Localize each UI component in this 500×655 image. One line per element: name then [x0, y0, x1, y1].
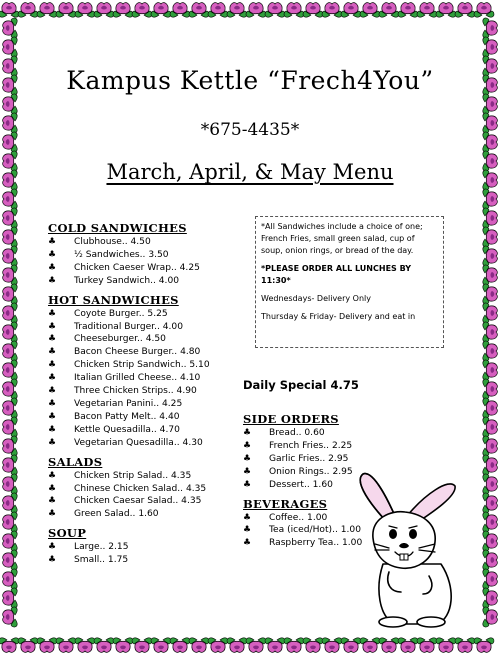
- rose-flower: [3, 208, 18, 228]
- menu-item-text: French Fries.. 2.25: [269, 440, 353, 451]
- club-bullet-icon: ♣: [243, 512, 252, 523]
- menu-list: [48, 236, 248, 288]
- rose-flower: [3, 493, 18, 513]
- menu-item: [48, 372, 248, 385]
- rose-flower: [3, 94, 18, 114]
- rose-flower: [3, 18, 18, 38]
- menu-item: [48, 275, 248, 288]
- section-heading: BEVERAGES: [243, 496, 328, 511]
- info-order-deadline: *PLEASE ORDER ALL LUNCHES BY 11:30*: [261, 264, 412, 285]
- rose-flower: [151, 3, 171, 18]
- rose-flower: [94, 638, 114, 653]
- info-box: [255, 216, 444, 348]
- rose-flower: [483, 493, 498, 513]
- rose-flower: [265, 3, 285, 18]
- menu-item-text: Large.. 2.15: [74, 542, 129, 553]
- rose-flower: [227, 638, 247, 653]
- rose-flower: [483, 398, 498, 418]
- rose-flower: [483, 550, 498, 570]
- rose-flower: [483, 588, 498, 608]
- menu-item: [48, 411, 248, 424]
- rose-flower: [483, 189, 498, 209]
- menu-item: [48, 333, 248, 346]
- rose-flower: [483, 37, 498, 57]
- club-bullet-icon: ♣: [48, 555, 57, 566]
- menu-item-text: Coyote Burger.. 5.25: [74, 308, 168, 319]
- club-bullet-icon: ♣: [243, 440, 252, 451]
- rose-flower: [455, 3, 475, 18]
- club-bullet-icon: ♣: [243, 453, 252, 464]
- rose-flower: [3, 360, 18, 380]
- rose-flower: [208, 3, 228, 18]
- menu-list: [48, 470, 248, 522]
- club-bullet-icon: ♣: [48, 321, 57, 332]
- menu-section: [48, 455, 248, 522]
- rose-flower: [436, 3, 456, 18]
- info-wednesday: Wednesdays- Delivery Only: [261, 294, 371, 303]
- menu-item-text: Coffee.. 1.00: [269, 512, 328, 523]
- menu-item-text: Bread.. 0.60: [269, 428, 325, 438]
- club-bullet-icon: ♣: [48, 411, 57, 422]
- info-thu-fri: Thursday & Friday- Delivery and eat in: [261, 312, 416, 321]
- club-bullet-icon: ♣: [48, 237, 57, 247]
- phone-number: *675-4435*: [200, 120, 300, 140]
- rose-flower: [483, 246, 498, 266]
- menu-item-text: Onion Rings.. 2.95: [269, 466, 353, 477]
- rose-flower: [483, 322, 498, 342]
- menu-item: [48, 321, 248, 334]
- rose-flower: [3, 398, 18, 418]
- rose-flower: [18, 638, 38, 653]
- rose-flower: [483, 18, 498, 38]
- rose-flower: [322, 3, 342, 18]
- menu-item: [48, 236, 248, 249]
- rose-flower: [3, 512, 18, 532]
- club-bullet-icon: ♣: [48, 334, 57, 345]
- menu-item-text: Bacon Patty Melt.. 4.40: [74, 411, 180, 422]
- page-title: Kampus Kettle “Frech4You”: [66, 66, 434, 95]
- rose-flower: [284, 3, 304, 18]
- rose-flower: [483, 341, 498, 361]
- menu-item: [48, 541, 248, 554]
- rose-flower: [189, 3, 209, 18]
- rose-flower: [3, 341, 18, 361]
- menu-item: [48, 359, 248, 372]
- rose-flower: [483, 607, 498, 627]
- club-bullet-icon: ♣: [243, 479, 252, 490]
- club-bullet-icon: ♣: [48, 398, 57, 409]
- rose-flower: [3, 284, 18, 304]
- left-menu-column: [48, 221, 248, 572]
- club-bullet-icon: ♣: [48, 262, 57, 273]
- rose-flower: [170, 638, 190, 653]
- section-heading: SOUP: [48, 526, 87, 541]
- rose-flower: [170, 3, 190, 18]
- section-heading: HOT SANDWICHES: [48, 292, 179, 307]
- menu-item-text: Turkey Sandwich.. 4.00: [74, 275, 180, 286]
- menu-item: [48, 249, 248, 262]
- menu-item-text: Vegetarian Quesadilla.. 4.30: [74, 437, 203, 448]
- club-bullet-icon: ♣: [48, 347, 57, 358]
- menu-item-text: Traditional Burger.. 4.00: [74, 321, 184, 332]
- rose-flower: [474, 638, 494, 653]
- menu-item-text: Three Chicken Strips.. 4.90: [74, 386, 197, 397]
- menu-item-text: Tea (iced/Hot).. 1.00: [269, 525, 362, 536]
- rose-flower: [151, 638, 171, 653]
- menu-item: [48, 508, 248, 521]
- rose-flower: [483, 455, 498, 475]
- rose-flower: [474, 3, 494, 18]
- menu-item-text: Chinese Chicken Salad.. 4.35: [74, 483, 207, 494]
- rose-flower: [0, 638, 19, 653]
- menu-item-text: Chicken Strip Sandwich.. 5.10: [74, 360, 210, 371]
- rose-flower: [483, 474, 498, 494]
- menu-item: [48, 483, 248, 496]
- menu-item-text: Chicken Caesar Salad.. 4.35: [74, 496, 202, 507]
- rose-flower: [75, 638, 95, 653]
- rose-flower: [3, 246, 18, 266]
- rose-flower: [246, 638, 266, 653]
- rose-flower: [483, 379, 498, 399]
- club-bullet-icon: ♣: [48, 308, 57, 319]
- rose-flower: [56, 3, 76, 18]
- rose-flower: [417, 3, 437, 18]
- rose-flower: [436, 638, 456, 653]
- menu-item: [48, 470, 248, 483]
- rose-flower: [3, 474, 18, 494]
- club-bullet-icon: ♣: [48, 386, 57, 397]
- rose-flower: [483, 569, 498, 589]
- rose-flower: [208, 638, 228, 653]
- rose-flower: [3, 379, 18, 399]
- rose-flower: [246, 3, 266, 18]
- rose-flower: [94, 3, 114, 18]
- menu-section: [48, 293, 248, 450]
- menu-item-text: Vegetarian Panini.. 4.25: [74, 398, 183, 409]
- club-bullet-icon: ♣: [243, 466, 252, 477]
- rose-flower: [18, 3, 38, 18]
- rose-flower: [3, 455, 18, 475]
- menu-title: March, April, & May Menu: [106, 160, 394, 184]
- rose-flower: [483, 227, 498, 247]
- info-note: *All Sandwiches include a choice of one; French Fries, small green salad, cup of soup, onion rings, or bread of the day.: [261, 222, 423, 255]
- rose-flower: [132, 638, 152, 653]
- rose-flower: [3, 588, 18, 608]
- rose-flower: [360, 638, 380, 653]
- rose-flower: [455, 638, 475, 653]
- rose-flower: [37, 3, 57, 18]
- menu-item: [48, 308, 248, 321]
- rose-flower: [0, 3, 19, 18]
- club-bullet-icon: ♣: [48, 542, 57, 553]
- club-bullet-icon: ♣: [48, 360, 57, 371]
- club-bullet-icon: ♣: [48, 249, 57, 260]
- rose-flower: [265, 638, 285, 653]
- rose-flower: [227, 3, 247, 18]
- section-heading: SIDE ORDERS: [243, 412, 339, 426]
- rose-flower: [284, 638, 304, 653]
- rose-flower: [483, 284, 498, 304]
- rose-flower: [379, 3, 399, 18]
- rose-flower: [483, 512, 498, 532]
- rose-flower: [189, 638, 209, 653]
- menu-item: [243, 453, 463, 466]
- rose-flower: [379, 638, 399, 653]
- menu-section: [48, 221, 248, 288]
- rose-flower: [398, 3, 418, 18]
- rose-flower: [3, 37, 18, 57]
- menu-item: [243, 440, 463, 453]
- club-bullet-icon: ♣: [243, 538, 252, 549]
- menu-list: [48, 308, 248, 450]
- rose-flower: [3, 227, 18, 247]
- club-bullet-icon: ♣: [48, 275, 57, 286]
- rose-flower: [303, 638, 323, 653]
- club-bullet-icon: ♣: [48, 496, 57, 507]
- club-bullet-icon: ♣: [48, 373, 57, 384]
- rose-flower: [341, 638, 361, 653]
- rose-flower: [3, 303, 18, 323]
- bunny-illustration: [345, 468, 465, 628]
- section-heading: SALADS: [48, 454, 103, 469]
- menu-item: [243, 427, 463, 440]
- club-bullet-icon: ♣: [243, 525, 252, 536]
- menu-item: [48, 385, 248, 398]
- menu-item: [48, 262, 248, 275]
- club-bullet-icon: ♣: [48, 470, 57, 481]
- menu-item-text: ½ Sandwiches.. 3.50: [74, 249, 169, 260]
- rose-flower: [303, 3, 323, 18]
- rose-flower: [3, 322, 18, 342]
- club-bullet-icon: ♣: [48, 483, 57, 494]
- menu-item-text: Dessert.. 1.60: [269, 479, 333, 490]
- menu-item-text: Bacon Cheese Burger.. 4.80: [74, 347, 201, 358]
- rose-flower: [398, 638, 418, 653]
- rose-flower: [483, 265, 498, 285]
- rose-flower: [483, 303, 498, 323]
- section-heading: COLD SANDWICHES: [48, 221, 187, 235]
- menu-item-text: Chicken Strip Salad.. 4.35: [74, 470, 192, 481]
- menu-item-text: Garlic Fries.. 2.95: [269, 453, 349, 464]
- rose-flower: [3, 607, 18, 627]
- menu-item-text: Clubhouse.. 4.50: [74, 237, 151, 247]
- rose-flower: [483, 531, 498, 551]
- menu-item: [48, 495, 248, 508]
- menu-item-text: Kettle Quesadilla.. 4.70: [74, 424, 180, 435]
- rose-flower: [483, 417, 498, 437]
- club-bullet-icon: ♣: [48, 424, 57, 435]
- rose-flower: [483, 436, 498, 456]
- rose-flower: [3, 531, 18, 551]
- rose-flower: [75, 3, 95, 18]
- menu-item-text: Chicken Caeser Wrap.. 4.25: [74, 262, 200, 273]
- rose-flower: [360, 3, 380, 18]
- rose-flower: [483, 360, 498, 380]
- menu-item: [48, 346, 248, 359]
- rose-flower: [3, 265, 18, 285]
- menu-item: [48, 424, 248, 437]
- rose-flower: [417, 638, 437, 653]
- menu-item-text: Cheeseburger.. 4.50: [74, 334, 166, 345]
- menu-item-text: Small.. 1.75: [74, 555, 129, 566]
- club-bullet-icon: ♣: [48, 437, 57, 448]
- daily-special: Daily Special 4.75: [243, 378, 359, 392]
- rose-flower: [3, 550, 18, 570]
- club-bullet-icon: ♣: [243, 428, 252, 438]
- rose-flower: [56, 638, 76, 653]
- menu-list: [48, 541, 248, 567]
- menu-item-text: Raspberry Tea.. 1.00: [269, 538, 363, 549]
- rose-flower: [132, 3, 152, 18]
- rose-flower: [483, 208, 498, 228]
- menu-item-text: Italian Grilled Cheese.. 4.10: [74, 373, 201, 384]
- rose-flower: [3, 436, 18, 456]
- menu-item-text: Green Salad.. 1.60: [74, 509, 159, 520]
- rose-flower: [3, 569, 18, 589]
- menu-item: [48, 554, 248, 567]
- club-bullet-icon: ♣: [48, 509, 57, 520]
- rose-flower: [3, 189, 18, 209]
- rose-flower: [113, 3, 133, 18]
- rose-flower: [341, 3, 361, 18]
- rose-flower: [3, 417, 18, 437]
- rose-flower: [322, 638, 342, 653]
- rose-flower: [483, 94, 498, 114]
- rose-flower: [37, 638, 57, 653]
- rose-flower: [113, 638, 133, 653]
- menu-section: [48, 526, 248, 567]
- menu-item: [48, 437, 248, 450]
- menu-item: [48, 398, 248, 411]
